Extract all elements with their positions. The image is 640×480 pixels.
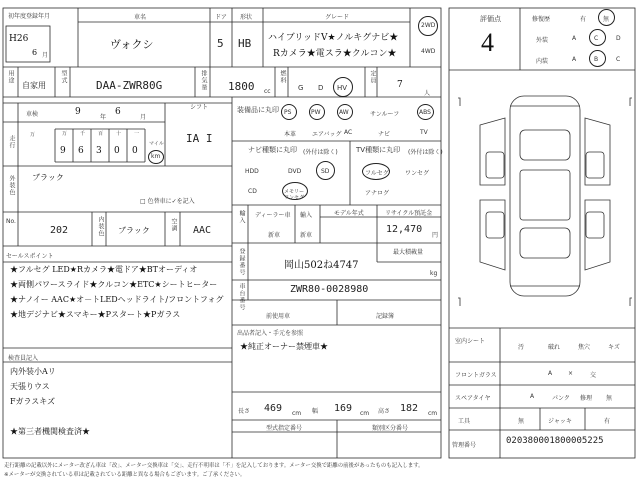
mgmt-number: 020380001800005225 [506,436,604,446]
dealer-label-v: 輸入 [238,210,245,224]
equipment-label: 装備品に丸印 [237,106,279,114]
mileage-digit-3: 0 [114,146,120,156]
note-4: ★第三者機関検査済★ [10,427,90,436]
digit-header-2: 百 [98,131,104,137]
mileage-label: 走行 [8,135,15,149]
car-diagram [458,96,632,306]
navi-cd: CD [248,188,257,195]
navi-oneseg: ワンセグ [284,195,305,201]
displacement-unit: cc [264,88,271,95]
recycle-unit: 円 [432,232,439,239]
sales-point-2: ★両側パワースライド★クルコン★ETC★シートヒーター [10,280,218,289]
windshield-option-x: × [568,370,574,377]
mileage-unit: km [151,153,161,160]
shape-label: 形状 [240,14,253,21]
width-label: 幅 [312,408,319,415]
digit-header-3: 十 [116,131,122,137]
color-value: ブラック [32,173,64,182]
navi-memory: メモリー [284,189,305,195]
spare-label: スペアタイヤ [455,395,491,402]
windshield-option-a: A [548,370,553,377]
jack-value: 有 [604,418,611,425]
repair-label: 修復歴 [532,16,551,23]
notes-label: 検査員記入 [8,355,39,362]
score-value: 4 [481,28,494,57]
displacement-value: 1800 [228,80,255,93]
fuel-option-hv: HV [337,84,348,92]
height-value: 182 [400,403,419,414]
model-year-label: モデル年式 [334,210,364,217]
plate-label: 登録番号 [238,248,245,276]
int-grade-a: A [572,56,577,63]
model-name-label: 車名 [134,14,147,21]
ext-grade-d: D [616,35,621,42]
score-label: 評価点 [480,15,501,23]
drive-4wd: 4WD [421,48,436,55]
tv-oneseg: ワンセグ [405,170,430,177]
color-label: 外装色 [8,175,15,196]
prev-usage-label: 前使用車 [266,313,291,320]
seat-option-burn: 焦穴 [578,344,591,351]
ac-label: 空調 [170,218,177,232]
tools-value: 無 [518,418,525,425]
digit-header-4: 一 [134,131,140,137]
tv-note: (外付は除く) [408,149,443,156]
dealer-option-import: 輸入 [300,212,313,219]
seat-option-tear: 破れ [548,344,561,351]
tv-fullseg: フルセグ [365,170,389,177]
navi-note: (外付は除く) [303,149,338,156]
equip-abs: ABS [419,109,431,116]
reg-month-unit: 月 [42,52,49,59]
digit-header-0: 万 [62,131,68,137]
note-2: 天張りウス [10,382,50,391]
shaken-year: 9 [75,107,81,117]
interior-code: 202 [50,225,69,236]
mileage-digit-1: 6 [78,146,84,156]
spare-option-none: 無 [606,395,613,402]
height-unit: cm [428,410,438,417]
equip-leather: 本革 [284,131,297,138]
equip-tv: TV [420,129,428,136]
shift-label: シフト [190,104,209,111]
jack-label: ジャッキ [548,418,572,425]
sales-point-4: ★地デジナビ★スマキー★Pスタート★Pガラス [10,310,181,319]
shape-value: HB [238,37,252,50]
seller-note: ★純正オーナー禁煙車★ [240,342,328,351]
shaken-label: 車検 [26,111,39,118]
mileage-digit-0: 9 [60,146,66,156]
usage-label: 用途 [7,70,14,84]
mileage-unit-miles: マイル [149,141,164,147]
doors-value: 5 [217,37,224,50]
repair-option-no: 無 [603,16,610,23]
length-label: 長さ [238,408,251,415]
width-unit: cm [360,410,370,417]
int-grade-b: B [594,56,599,63]
length-value: 469 [264,403,283,414]
length-unit: cm [292,410,302,417]
recycle-deposit-label: リサイクル預託金 [385,210,433,217]
model-name: ヴォクシ [110,38,154,51]
windshield-option-replaced: 交 [590,372,597,379]
chassis-value: ZWR80-0028980 [290,284,369,295]
model-code: DAA-ZWR80G [96,79,163,92]
grade-line-1: ハイブリッドV★ノルキグナビ★ [268,33,399,43]
equip-airbag: エアバッグ [312,131,342,138]
category-label: 類別区分番号 [372,425,409,432]
note-3: Fガラスキズ [10,397,56,406]
inspection-record-label: 記録簿 [376,313,395,320]
seller-notes-label: 出品者記入・手元を参照 [237,330,304,337]
shaken-year-unit: 年 [100,114,107,121]
displacement-label: 排気量 [200,70,207,91]
navi-sd: SD [321,168,330,175]
fuel-label: 燃料 [279,70,286,84]
shift-value: IA I [186,132,213,145]
max-load-unit: kg [430,270,438,277]
dealer-label: ディーラー車 [255,212,291,219]
reg-year-value: H26 [9,34,29,44]
navi-dvd: DVD [288,168,302,175]
color-change-note: □ 色替車に✓を記入 [140,198,195,205]
sales-point-3: ★ナノイー AAC★オ－トLEDヘッドライト/フロントフォグ [10,295,224,304]
reg-month-value: 6 [32,48,38,57]
note-1: 内外装小Aリ [10,367,56,376]
digit-header-1: 千 [80,131,86,137]
sales-point-1: ★フルセグ LED★Rカメラ★電ドア★BTオーディオ [10,265,198,274]
grade-label: グレード [325,14,350,21]
tv-analog: アナログ [365,190,390,197]
spare-option-repair: 修理 [580,395,593,402]
recycle-deposit: 12,470 [386,224,423,235]
doors-label: ドア [215,14,227,21]
sales-points-label: セールスポイント [6,253,54,260]
tv-label: TV種類に丸印 [356,146,401,154]
model-code-label: 型式 [60,70,67,84]
navi-label: ナビ種類に丸印 [248,146,297,154]
seat-label: 室内シート [455,338,486,345]
width-value: 169 [334,403,353,414]
plate-value: 岡山502ね4747 [284,260,359,271]
mileage-digit-4: 0 [132,146,138,156]
capacity-value: 7 [397,80,403,90]
fuel-option-g: G [298,84,304,92]
equip-ac: AC [344,129,353,136]
ac-value: AAC [193,225,212,236]
interior-color: ブラック [118,226,150,235]
int-grade-c: C [616,56,621,63]
footer-line-1: 走行距離の記載以外にメーター改ざん車は「改」、メーター交換車は「交」、走行不明車は「不」を記入しております。メーター交換で距離の前後があったものも記入します。 [4,463,424,469]
fuel-option-d: D [318,84,324,92]
ext-grade-a: A [572,35,577,42]
seat-option-scratch: キズ [608,344,620,351]
recycle-no-label: No. [6,218,16,225]
spare-option-flat: パンク [552,395,570,402]
shaken-month-unit: 月 [140,114,147,121]
interior-color-label: 内装色 [97,216,104,237]
navi-hdd: HDD [245,168,259,175]
equip-aw: AW [339,109,349,116]
reg-year-label: 初年度登録年月 [8,13,51,20]
repair-option-yes: 有 [580,16,587,23]
mileage-digit-2: 3 [96,146,102,156]
shaken-month: 6 [115,107,121,117]
capacity-unit: 人 [424,90,431,97]
windshield-label: フロントガラス [455,372,497,379]
equip-ps: PS [284,109,292,116]
chassis-label: 車台番号 [238,283,245,311]
dealer-new-marker: 新車 [268,232,281,239]
footer-line-2: ※メーターが交換されている車は記載されている距離と異なる場合もございます。ご了承ください。 [4,472,246,478]
mgmt-label: 管理番号 [452,442,477,449]
height-label: 高さ [378,408,391,415]
equip-pw: PW [311,109,321,116]
capacity-label: 定員 [369,70,376,84]
spare-option-a: A [530,393,535,400]
mileage-hundred-thousand: 万 [30,132,36,138]
interior-label: 内装 [536,58,549,65]
dealer-option-new: 新車 [300,232,313,239]
ext-grade-c: C [594,35,599,42]
max-load-label: 最大積載量 [393,249,424,256]
tools-label: 工具 [458,418,471,425]
equip-sunroof: サンルーフ [370,111,400,118]
model-cert-label: 型式指定番号 [266,425,303,432]
grade-line-2: Rカメラ★電スラ★クルコン★ [273,49,397,59]
drive-2wd: 2WD [421,22,436,29]
usage-value: 自家用 [22,81,46,90]
exterior-label: 外装 [536,37,549,44]
equip-navi: ナビ [378,131,391,138]
seat-option-stain: 汚 [518,344,525,351]
